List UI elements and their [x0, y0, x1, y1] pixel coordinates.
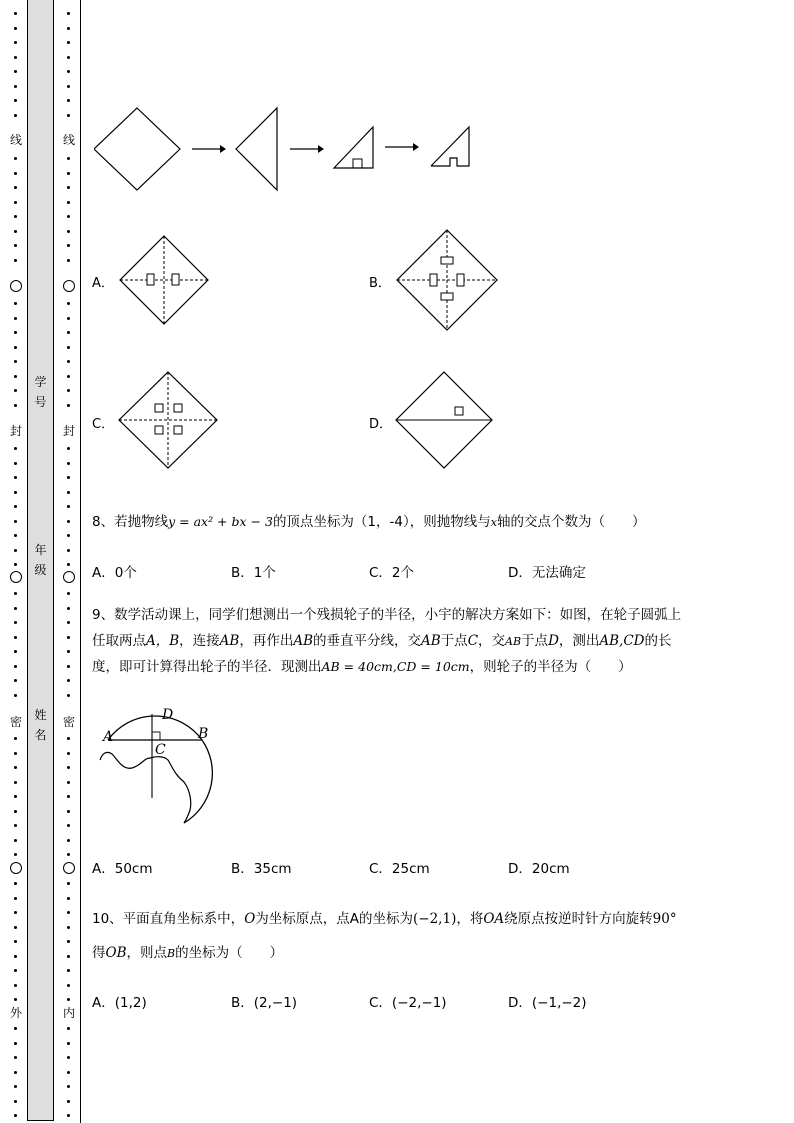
left-dot — [14, 157, 17, 160]
left-seal-label: 线 — [9, 133, 22, 147]
left-dot — [14, 839, 17, 842]
q10-l1-f: (−2,1) — [413, 911, 457, 927]
left-dot — [14, 476, 17, 479]
right-dot — [67, 447, 70, 450]
left-dot — [14, 1056, 17, 1059]
q10-l1-d: A — [349, 911, 360, 927]
q9-l2-l: AB — [505, 635, 522, 648]
right-seal-label: 密 — [62, 715, 75, 729]
right-dot — [67, 984, 70, 987]
left-dot — [14, 12, 17, 15]
right-dot — [67, 766, 70, 769]
left-dot — [14, 172, 17, 175]
right-dot — [67, 476, 70, 479]
right-dot — [67, 897, 70, 900]
right-dot — [67, 99, 70, 102]
left-dot — [14, 955, 17, 958]
right-dot — [67, 491, 70, 494]
q9-l2-e: ，再作出 — [239, 633, 294, 649]
right-dot — [67, 375, 70, 378]
label-b: B — [198, 726, 209, 742]
exam-content — [92, 0, 752, 1123]
left-dot — [14, 679, 17, 682]
left-dot — [14, 795, 17, 798]
right-dot — [67, 926, 70, 929]
right-dot — [67, 27, 70, 30]
q8-text-b: 的顶点坐标为（1，-4），则抛物线与 — [272, 514, 491, 530]
q9-l3-a: 度，即可计算得出轮子的半径．现测出 — [92, 659, 322, 675]
left-dot — [14, 694, 17, 697]
q9-l2-q: 的长 — [644, 633, 672, 649]
left-dot — [14, 911, 17, 914]
left-dot — [14, 346, 17, 349]
left-dot — [14, 969, 17, 972]
right-dot — [67, 259, 70, 262]
right-dot — [67, 549, 70, 552]
option-b-figure[interactable] — [395, 228, 499, 332]
left-dot — [14, 810, 17, 813]
q10-l2-d: B — [167, 947, 176, 960]
right-dot — [67, 1071, 70, 1074]
left-dot — [14, 665, 17, 668]
q9-l2-p: AB,CD — [599, 633, 645, 649]
right-dot — [67, 795, 70, 798]
left-dot — [14, 520, 17, 523]
right-dot — [67, 534, 70, 537]
q9-answer-c[interactable]: C．25cm — [369, 861, 430, 877]
left-dot — [14, 607, 17, 610]
q10-l1-j: 90° — [652, 911, 677, 927]
option-b-letter: B． — [369, 276, 391, 291]
right-dot — [67, 665, 70, 668]
q8-answer-d[interactable]: D．无法确定 — [508, 565, 586, 581]
left-dot — [14, 549, 17, 552]
q9-answer-b[interactable]: B．35cm — [231, 861, 292, 877]
q10-l1-i: 绕原点按逆时针方向旋转 — [504, 911, 653, 927]
left-seal-label: 外 — [9, 1006, 22, 1020]
option-a-figure[interactable] — [118, 234, 210, 326]
left-dot — [14, 636, 17, 639]
q10-l1-g: ，将 — [456, 911, 484, 927]
left-dot — [14, 592, 17, 595]
q9-l2-h: AB — [421, 633, 441, 649]
field-label-student-id: 学 号 — [34, 375, 47, 409]
q8-answer-c[interactable]: C．2个 — [369, 565, 415, 581]
label-c: C — [155, 742, 166, 758]
left-dot — [14, 27, 17, 30]
left-dot — [14, 462, 17, 465]
field-label-name: 姓 名 — [34, 708, 47, 742]
right-dot — [67, 853, 70, 856]
right-dot — [67, 636, 70, 639]
left-dot — [14, 897, 17, 900]
right-dot — [67, 563, 70, 566]
left-seal-label: 密 — [9, 715, 22, 729]
left-dot — [14, 853, 17, 856]
right-dot — [67, 186, 70, 189]
left-binding-circle-icon — [10, 862, 22, 874]
left-dot — [14, 302, 17, 305]
folded-triangle-shape — [236, 108, 277, 190]
right-dot — [67, 839, 70, 842]
question-10-line-1 — [92, 907, 677, 927]
q9-l2-m: 于点 — [521, 633, 549, 649]
left-dot — [14, 1100, 17, 1103]
cut-triangle-shape — [431, 127, 469, 166]
right-dot — [67, 41, 70, 44]
label-d: D — [162, 707, 174, 723]
right-dotted-line — [62, 0, 76, 1123]
q10-l1-a: 10、平面直角坐标系中， — [92, 911, 245, 927]
right-binding-circle-icon — [63, 571, 75, 583]
right-dot — [67, 607, 70, 610]
right-dot — [67, 940, 70, 943]
student-info-strip — [27, 0, 54, 1121]
right-dot — [67, 1056, 70, 1059]
left-dot — [14, 99, 17, 102]
right-dot — [67, 650, 70, 653]
left-dot — [14, 940, 17, 943]
question-9-line-3 — [92, 655, 632, 675]
option-d-letter: D． — [369, 417, 393, 432]
right-dot — [67, 317, 70, 320]
q8-text-a: 若抛物线 — [114, 514, 169, 530]
right-dot — [67, 215, 70, 218]
right-dot — [67, 737, 70, 740]
right-dot — [67, 824, 70, 827]
q9-answer-d[interactable]: D．20cm — [508, 861, 570, 877]
right-dot — [67, 1114, 70, 1117]
option-c-letter: C． — [92, 417, 115, 432]
right-dot — [67, 694, 70, 697]
left-dot — [14, 1042, 17, 1045]
left-dot — [14, 114, 17, 117]
question-9-line-1: 9、数学活动课上，同学们想测出一个残损轮子的半径，小宇的解决方案如下：如图，在轮子圆弧上 — [92, 607, 682, 623]
right-binding-circle-icon — [63, 862, 75, 874]
broken-edge — [100, 752, 191, 823]
q10-l2-a: 得 — [92, 945, 106, 961]
right-dot — [67, 969, 70, 972]
q9-l2-c: ，连接 — [179, 633, 220, 649]
left-seal-label: 封 — [9, 424, 22, 438]
left-dot — [14, 56, 17, 59]
right-dot — [67, 331, 70, 334]
right-dot — [67, 360, 70, 363]
q9-l2-o: ，测出 — [558, 633, 600, 649]
q8-var-x: x — [490, 516, 497, 529]
left-dot — [14, 186, 17, 189]
option-c-figure[interactable] — [117, 370, 219, 470]
left-dot — [14, 1085, 17, 1088]
left-dot — [14, 244, 17, 247]
paper-folding-sequence-figure — [94, 104, 474, 194]
right-dot — [67, 592, 70, 595]
right-seal-label: 封 — [62, 424, 75, 438]
left-dot — [14, 331, 17, 334]
left-dot — [14, 447, 17, 450]
broken-wheel-figure — [92, 702, 222, 832]
q10-l1-b: O — [244, 911, 256, 927]
right-dot — [67, 1085, 70, 1088]
question-9-line-2 — [92, 629, 672, 649]
q9-answer-a[interactable]: A．50cm — [92, 861, 153, 877]
right-seal-label: 内 — [62, 1006, 75, 1020]
left-dot — [14, 70, 17, 73]
left-dot — [14, 824, 17, 827]
option-d-figure[interactable] — [394, 370, 494, 470]
right-dot — [67, 621, 70, 624]
left-dot — [14, 752, 17, 755]
right-dot — [67, 230, 70, 233]
q10-answer-b[interactable]: B．(2,−1) — [231, 995, 298, 1011]
cut-square-mark — [353, 159, 362, 168]
right-dot — [67, 404, 70, 407]
q9-l3-b: AB = 40cm,CD = 10cm — [321, 659, 470, 674]
q9-l2-k: ，交 — [478, 633, 506, 649]
binding-margin — [0, 0, 84, 1123]
right-dot — [67, 114, 70, 117]
right-dot — [67, 346, 70, 349]
left-dot — [14, 984, 17, 987]
left-dot — [14, 882, 17, 885]
q10-answer-d[interactable]: D．(−1,−2) — [508, 995, 587, 1011]
right-dot — [67, 1027, 70, 1030]
q8-text-c: 轴的交点个数为（ ） — [496, 514, 646, 530]
q9-l2-d: AB — [219, 633, 240, 649]
left-dot — [14, 1114, 17, 1117]
q9-l2-j: C — [467, 633, 479, 649]
label-a: A — [103, 729, 114, 745]
right-dot — [67, 70, 70, 73]
q10-answer-a[interactable]: A．(1,2) — [92, 995, 147, 1011]
q9-l3-c: ，则轮子的半径为（ ） — [469, 659, 632, 675]
field-label-grade: 年 级 — [34, 543, 47, 577]
left-dot — [14, 317, 17, 320]
right-dot — [67, 911, 70, 914]
option-a-letter: A． — [92, 276, 114, 291]
right-angle-mark — [152, 732, 160, 740]
left-dot — [14, 41, 17, 44]
question-8-text — [92, 510, 645, 530]
right-dot — [67, 12, 70, 15]
right-dot — [67, 998, 70, 1001]
right-dot — [67, 505, 70, 508]
left-dot — [14, 781, 17, 784]
left-dot — [14, 85, 17, 88]
left-dot — [14, 215, 17, 218]
right-dot — [67, 882, 70, 885]
left-dot — [14, 534, 17, 537]
q10-l1-h: OA — [483, 911, 505, 927]
right-dot — [67, 302, 70, 305]
question-8-number: 8、 — [92, 514, 115, 530]
q10-answer-c[interactable]: C．(−2,−1) — [369, 995, 447, 1011]
left-dot — [14, 1071, 17, 1074]
right-dot — [67, 1042, 70, 1045]
right-dot — [67, 752, 70, 755]
left-dot — [14, 650, 17, 653]
q8-answer-a[interactable]: A．0个 — [92, 565, 137, 581]
square-paper-shape — [94, 108, 180, 190]
q9-l2-b: A，B — [146, 633, 180, 649]
q10-l1-e: 的坐标为 — [359, 911, 414, 927]
q8-answer-b[interactable]: B．1个 — [231, 565, 276, 581]
left-binding-circle-icon — [10, 571, 22, 583]
right-dot — [67, 955, 70, 958]
right-seal-label: 线 — [62, 133, 75, 147]
right-dot — [67, 781, 70, 784]
left-dot — [14, 375, 17, 378]
right-dot — [67, 389, 70, 392]
left-dot — [14, 766, 17, 769]
left-dot — [14, 404, 17, 407]
left-dot — [14, 563, 17, 566]
question-10-line-2 — [92, 941, 283, 961]
right-dot — [67, 201, 70, 204]
q10-l2-b: OB — [105, 945, 127, 961]
left-dot — [14, 505, 17, 508]
left-binding-circle-icon — [10, 280, 22, 292]
left-dot — [14, 259, 17, 262]
binding-rule — [80, 0, 81, 1123]
right-dot — [67, 520, 70, 523]
right-dot — [67, 172, 70, 175]
left-dotted-line — [9, 0, 23, 1123]
left-dot — [14, 1027, 17, 1030]
left-dot — [14, 491, 17, 494]
left-dot — [14, 230, 17, 233]
q9-l2-a: 任取两点 — [92, 633, 146, 649]
right-dot — [67, 679, 70, 682]
right-dot — [67, 157, 70, 160]
left-dot — [14, 737, 17, 740]
left-dot — [14, 998, 17, 1001]
q9-l2-i: 于点 — [440, 633, 468, 649]
left-dot — [14, 389, 17, 392]
right-dot — [67, 462, 70, 465]
right-dot — [67, 85, 70, 88]
right-dot — [67, 56, 70, 59]
right-dot — [67, 1100, 70, 1103]
left-dot — [14, 926, 17, 929]
left-dot — [14, 201, 17, 204]
q9-l2-f: AB — [293, 633, 314, 649]
q9-l2-g: 的垂直平分线，交 — [313, 633, 422, 649]
left-dot — [14, 360, 17, 363]
right-dot — [67, 244, 70, 247]
left-dot — [14, 621, 17, 624]
q8-formula: y = ax² + bx − 3 — [168, 514, 273, 529]
right-dot — [67, 810, 70, 813]
right-binding-circle-icon — [63, 280, 75, 292]
q9-l2-n: D — [548, 633, 559, 649]
q10-l1-c: 为坐标原点，点 — [255, 911, 350, 927]
q10-l2-e: 的坐标为（ ） — [175, 945, 284, 961]
q10-l2-c: ，则点 — [126, 945, 167, 961]
